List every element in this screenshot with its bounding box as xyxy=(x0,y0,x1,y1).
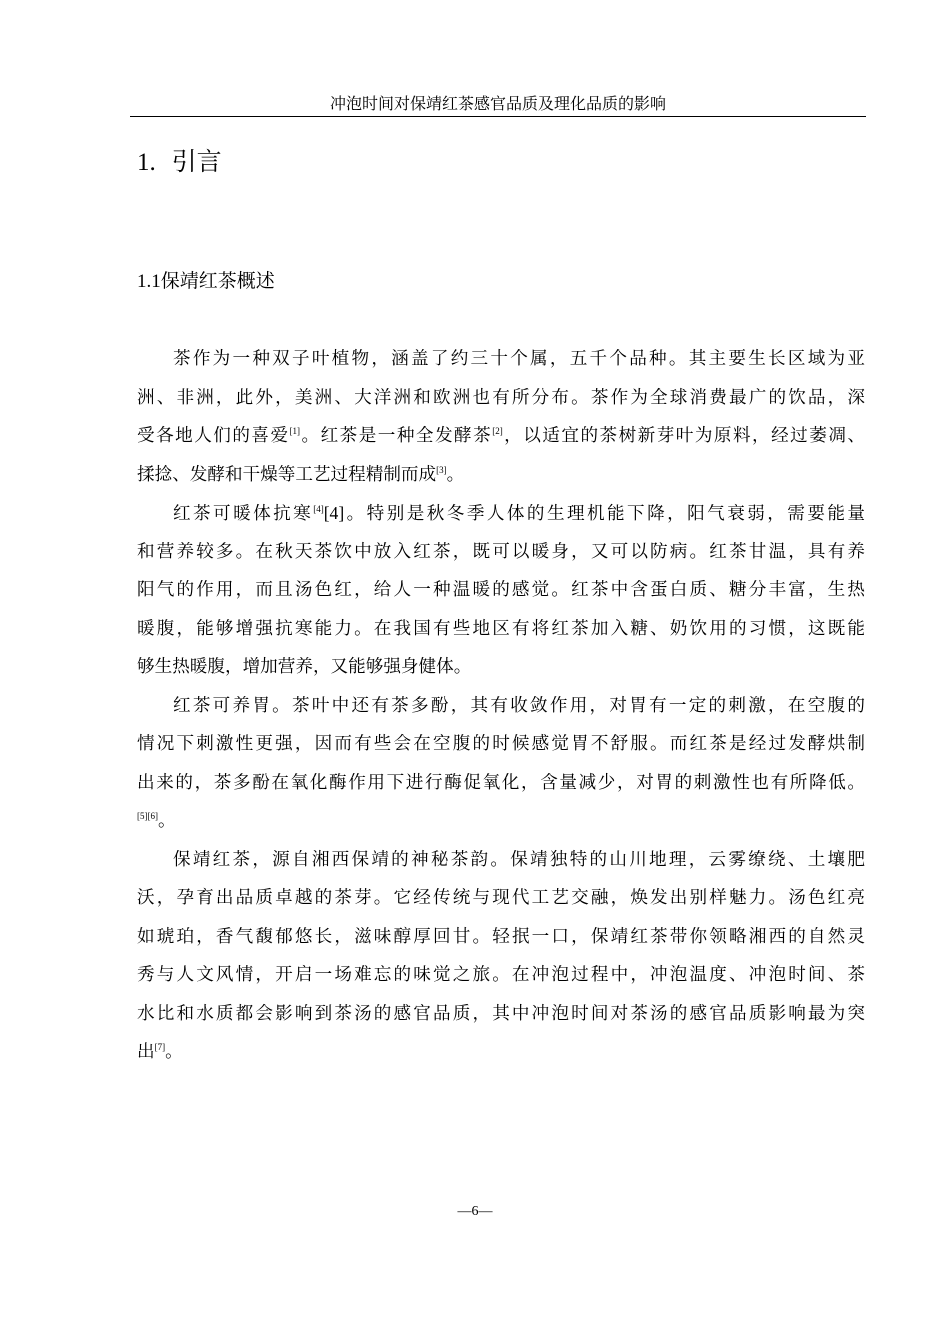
paragraph-line: 出来的，茶多酚在氧化酶作用下进行酶促氧化，含量减少，对胃的刺激性也有所降低。 xyxy=(137,772,865,793)
paragraph-line: 够生热暖腹，增加营养，又能够强身健体。 xyxy=(137,657,472,677)
chapter-title xyxy=(137,145,222,180)
paragraph-line: 茶作为一种双子叶植物，涵盖了约三十个属，五千个品种。其主要生长区域为亚 xyxy=(173,349,865,369)
text-run: 揉捻、发酵和干燥等工艺过程精制而成 xyxy=(137,464,437,485)
text-run: 。 xyxy=(165,1042,183,1062)
citation-ref: [3] xyxy=(436,464,447,475)
text-run: 出 xyxy=(137,1042,155,1062)
citation-ref: [2] xyxy=(492,426,503,436)
paragraph-line xyxy=(137,417,865,456)
section-title-text: 保靖红茶概述 xyxy=(160,270,275,292)
paragraph-line: 洲、非洲，此外，美洲、大洋洲和欧洲也有所分布。茶作为全球消费最广的饮品，深 xyxy=(137,387,865,408)
paragraph-4 xyxy=(137,841,865,1072)
paragraph-3 xyxy=(137,687,865,841)
paragraph-line: 水比和水质都会影响到茶汤的感官品质，其中冲泡时间对茶汤的感官品质影响最为突 xyxy=(137,1003,865,1024)
page-number: —6— xyxy=(457,1204,493,1219)
header-divider xyxy=(130,116,866,117)
paragraph-line: 秀与人文风情，开启一场难忘的味觉之旅。在冲泡过程中，冲泡温度、冲泡时间、茶 xyxy=(137,965,865,985)
paragraph-line: 红茶可养胃。茶叶中还有茶多酚，其有收敛作用，对胃有一定的刺激，在空腹的 xyxy=(173,695,865,716)
section-title xyxy=(137,267,275,296)
body-text xyxy=(137,340,865,1072)
paragraph-line: 保靖红茶，源自湘西保靖的神秘茶韵。保靖独特的山川地理，云雾缭绕、土壤肥 xyxy=(173,849,865,870)
paragraph-line: 沃，孕育出品质卓越的茶芽。它经传统与现代工艺交融，焕发出别样魅力。汤色红亮 xyxy=(137,888,865,908)
paragraph-line: 和营养较多。在秋天茶饮中放入红茶，既可以暖身，又可以防病。红茶甘温，具有养 xyxy=(137,541,865,562)
text-run: 。红茶是一种全发酵茶 xyxy=(300,426,493,446)
text-run: 受各地人们的喜爱 xyxy=(137,426,290,446)
paragraph-line xyxy=(137,494,865,533)
citation-ref: [4] xyxy=(313,504,324,514)
citation-inline: [4] xyxy=(323,503,345,523)
paragraph-1 xyxy=(137,340,865,494)
text-run: 。特别是秋冬季人体的生理机能下降，阳气衰弱，需要能量 xyxy=(344,504,865,524)
paragraph-line: 暖腹，能够增强抗寒能力。在我国有些地区有将红茶加入糖、奶饮用的习惯，这既能 xyxy=(137,618,865,639)
paragraph-line: 阳气的作用，而且汤色红，给人一种温暖的感觉。红茶中含蛋白质、糖分丰富，生热 xyxy=(137,580,865,600)
text-run: 。 xyxy=(158,811,176,831)
text-run: 红茶可暖体抗寒 xyxy=(173,504,314,524)
paragraph-line: 如琥珀，香气馥郁悠长，滋味醇厚回甘。轻抿一口，保靖红茶带你领略湘西的自然灵 xyxy=(137,926,865,947)
citation-ref: [1] xyxy=(289,426,301,436)
paragraph-line xyxy=(137,802,865,841)
citation-ref: [7] xyxy=(154,1042,166,1052)
section-number: 1.1 xyxy=(137,271,161,292)
paragraph-line xyxy=(137,456,865,495)
paragraph-line xyxy=(137,1033,865,1072)
chapter-title-text: 引言 xyxy=(171,147,222,176)
paragraph-line: 情况下刺激性更强，因而有些会在空腹的时候感觉胃不舒服。而红茶是经过发酵烘制 xyxy=(137,734,865,754)
text-run: ，以适宜的茶树新芽叶为原料，经过萎凋、 xyxy=(502,426,865,446)
citation-ref: [5][6] xyxy=(137,811,158,821)
chapter-number: 1. xyxy=(137,149,156,176)
text-run: 。 xyxy=(446,464,465,485)
paragraph-2 xyxy=(137,494,865,687)
running-header-title: 冲泡时间对保靖红茶感官品质及理化品质的影响 xyxy=(329,94,666,113)
